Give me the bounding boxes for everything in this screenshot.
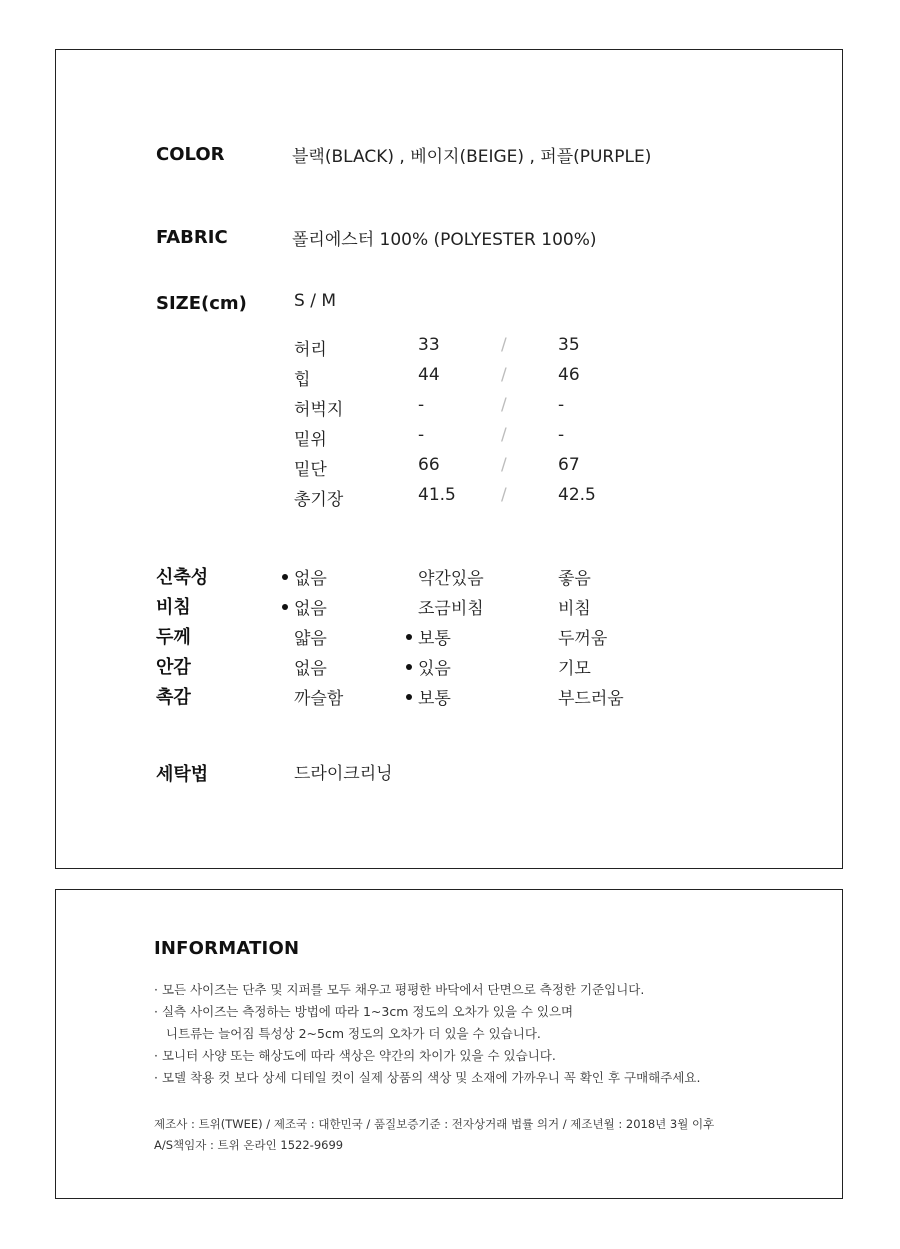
attribute-option-text: 없음 bbox=[294, 599, 327, 619]
attribute-option-selected bbox=[406, 684, 451, 709]
selected-bullet-icon bbox=[406, 634, 412, 640]
attribute-option-text: 까슬함 bbox=[294, 689, 344, 709]
size-row-name: 허벅지 bbox=[294, 400, 344, 420]
attribute-option-selected bbox=[406, 624, 451, 649]
size-row-s: 66 bbox=[418, 455, 440, 475]
color-label: COLOR bbox=[156, 144, 225, 165]
attribute-label: 신축성 bbox=[156, 567, 209, 588]
size-row-name: 총기장 bbox=[294, 490, 344, 510]
size-row-s: 33 bbox=[418, 335, 440, 355]
size-row-s: - bbox=[418, 425, 425, 445]
information-title: INFORMATION bbox=[154, 938, 300, 959]
size-row-name: 힙 bbox=[294, 370, 311, 390]
selected-bullet-icon bbox=[282, 574, 288, 580]
attribute-option-selected bbox=[406, 654, 451, 679]
attribute-label: 두께 bbox=[156, 627, 191, 648]
size-row-slash: / bbox=[501, 485, 507, 505]
size-row-slash: / bbox=[501, 365, 507, 385]
size-row-slash: / bbox=[501, 335, 507, 355]
attribute-option bbox=[418, 564, 484, 589]
attribute-option bbox=[294, 684, 343, 709]
attribute-option bbox=[558, 594, 591, 619]
attribute-option bbox=[558, 624, 607, 649]
attribute-option-text: 보통 bbox=[418, 689, 451, 709]
as-contact-info: A/S책임자 : 트위 온라인 1522-9699 bbox=[154, 1138, 344, 1152]
selected-bullet-icon bbox=[406, 694, 412, 700]
attribute-option-text: 부드러움 bbox=[558, 689, 624, 709]
color-value: 블랙(BLACK) , 베이지(BEIGE) , 퍼플(PURPLE) bbox=[292, 147, 652, 167]
information-line: · 모든 사이즈는 단추 및 지퍼를 모두 채우고 평평한 바닥에서 단면으로 측정한 기준입니다. bbox=[154, 982, 645, 997]
attribute-option-text: 보통 bbox=[418, 629, 451, 649]
information-line: · 모니터 사양 또는 해상도에 따라 색상은 약간의 차이가 있을 수 있습니다. bbox=[154, 1048, 556, 1063]
size-row-m: 67 bbox=[558, 455, 580, 475]
attribute-option-text: 조금비침 bbox=[418, 599, 484, 619]
size-row-s: - bbox=[418, 395, 425, 415]
size-row-slash: / bbox=[501, 455, 507, 475]
attribute-option bbox=[558, 684, 624, 709]
size-row-name: 밑단 bbox=[294, 460, 327, 480]
information-line: · 실측 사이즈는 측정하는 방법에 따라 1~3cm 정도의 오차가 있을 수 있으며 bbox=[154, 1004, 574, 1019]
information-box bbox=[55, 889, 843, 1199]
size-row-m: 42.5 bbox=[558, 485, 596, 505]
washing-label: 세탁법 bbox=[156, 764, 209, 785]
attribute-label: 안감 bbox=[156, 657, 191, 678]
size-row-m: - bbox=[558, 395, 565, 415]
washing-value: 드라이크리닝 bbox=[294, 764, 393, 784]
size-label: SIZE(cm) bbox=[156, 293, 247, 314]
attribute-option bbox=[558, 564, 591, 589]
size-row-s: 44 bbox=[418, 365, 440, 385]
attribute-option-text: 기모 bbox=[558, 659, 591, 679]
attribute-option-text: 얇음 bbox=[294, 629, 327, 649]
fabric-label: FABRIC bbox=[156, 227, 228, 248]
size-row-name: 허리 bbox=[294, 340, 327, 360]
attribute-label: 비침 bbox=[156, 597, 191, 618]
size-header: S / M bbox=[294, 291, 336, 311]
fabric-value: 폴리에스터 100% (POLYESTER 100%) bbox=[292, 230, 597, 250]
attribute-label: 촉감 bbox=[156, 687, 191, 708]
selected-bullet-icon bbox=[406, 664, 412, 670]
manufacturer-info: 제조사 : 트위(TWEE) / 제조국 : 대한민국 / 품질보증기준 : 전자상거래 법률 의거 / 제조년월 : 2018년 3월 이후 bbox=[154, 1117, 715, 1131]
attribute-option-text: 있음 bbox=[418, 659, 451, 679]
selected-bullet-icon bbox=[282, 604, 288, 610]
size-row-slash: / bbox=[501, 395, 507, 415]
attribute-option-text: 좋음 bbox=[558, 569, 591, 589]
spec-box bbox=[55, 49, 843, 869]
attribute-option bbox=[418, 594, 484, 619]
size-row-m: - bbox=[558, 425, 565, 445]
attribute-option-text: 비침 bbox=[558, 599, 591, 619]
attribute-option bbox=[294, 654, 327, 679]
attribute-option bbox=[294, 624, 327, 649]
information-line: · 모델 착용 컷 보다 상세 디테일 컷이 실제 상품의 색상 및 소재에 가까우니 꼭 확인 후 구매해주세요. bbox=[154, 1070, 701, 1085]
size-row-m: 46 bbox=[558, 365, 580, 385]
attribute-option-text: 두꺼움 bbox=[558, 629, 608, 649]
attribute-option bbox=[558, 654, 591, 679]
attribute-option-selected bbox=[282, 594, 327, 619]
size-row-slash: / bbox=[501, 425, 507, 445]
size-row-m: 35 bbox=[558, 335, 580, 355]
size-row-name: 밑위 bbox=[294, 430, 327, 450]
size-row-s: 41.5 bbox=[418, 485, 456, 505]
attribute-option-selected bbox=[282, 564, 327, 589]
attribute-option-text: 없음 bbox=[294, 659, 327, 679]
attribute-option-text: 약간있음 bbox=[418, 569, 484, 589]
attribute-option-text: 없음 bbox=[294, 569, 327, 589]
information-line: 니트류는 늘어짐 특성상 2~5cm 정도의 오차가 더 있을 수 있습니다. bbox=[154, 1026, 541, 1041]
